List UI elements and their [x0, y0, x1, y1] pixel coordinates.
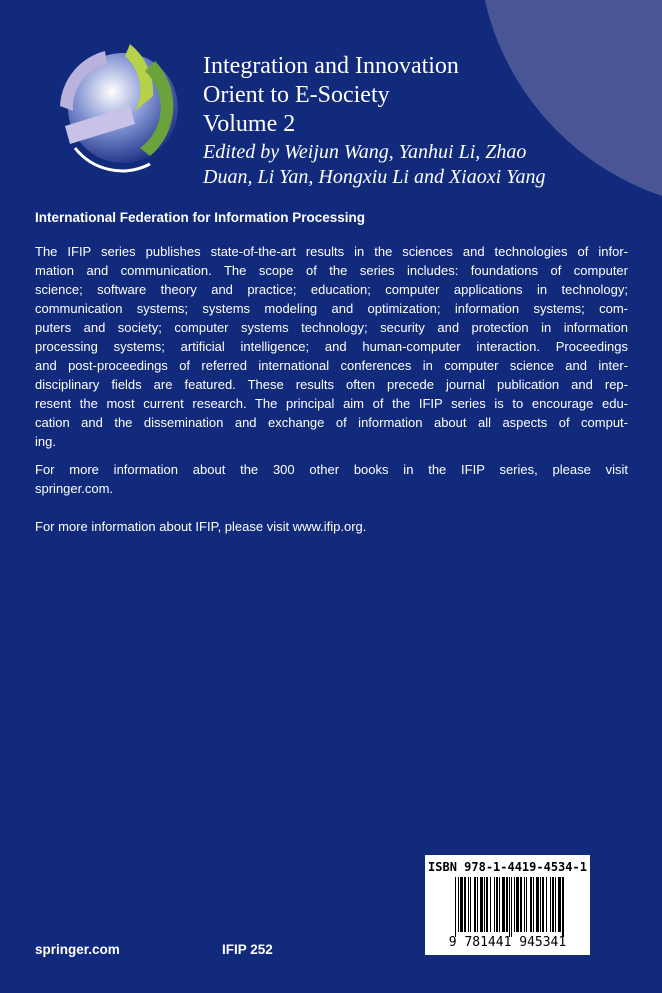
barcode-bar: [555, 877, 556, 932]
barcode-bar: [542, 877, 544, 932]
barcode-bar: [496, 877, 498, 932]
barcode-bar: [511, 877, 512, 937]
text-line: ing.: [35, 434, 56, 449]
text-line: communication systems; systems modeling and optimization; information systems; com-: [35, 301, 628, 316]
barcode-bar: [540, 877, 541, 932]
barcode-number: 9 781441 945341: [448, 935, 567, 950]
text-line: and post-proceedings of referred international conferences in computer science and inter-: [35, 358, 628, 373]
series-number: IFIP 252: [222, 942, 273, 957]
text-line: resent the most current research. The principal aim of the IFIP series is to encourage edu-: [35, 396, 628, 411]
barcode-bar: [455, 877, 456, 937]
text-line: science; software theory and practice; education; computer applications in technology;: [35, 282, 628, 297]
barcode-bar: [499, 877, 500, 932]
barcode-bar: [526, 877, 527, 932]
barcode-bar: [514, 877, 515, 932]
barcode-bar: [502, 877, 505, 932]
barcode-bar: [490, 877, 491, 932]
barcode-bar: [474, 877, 476, 932]
section-heading: International Federation for Information Processing: [35, 210, 366, 225]
barcode-bar: [550, 877, 551, 932]
barcode-bar: [460, 877, 463, 932]
barcode-bar: [480, 877, 483, 932]
barcode-bar: [530, 877, 532, 932]
barcode-bar: [470, 877, 471, 932]
text-line: cation and the dissemination and exchange of information about all aspects of comput-: [35, 415, 628, 430]
barcode-bar: [524, 877, 525, 932]
barcode-bar: [509, 877, 510, 937]
barcode-bar: [494, 877, 495, 932]
title-line: Orient to E-Society: [203, 82, 390, 108]
books-info-paragraph: [35, 460, 628, 498]
barcode-bar: [520, 877, 522, 932]
publisher-url: springer.com: [35, 942, 120, 957]
barcode-bar: [486, 877, 488, 932]
book-title: [203, 52, 459, 139]
ifip-info-paragraph: [35, 517, 628, 536]
editors: [203, 140, 545, 190]
barcode-bar: [552, 877, 554, 932]
barcode-bar: [484, 877, 485, 932]
barcode-bar: [516, 877, 519, 932]
isbn-barcode: [425, 855, 590, 955]
barcode-bars: [455, 877, 565, 937]
barcode-bar: [546, 877, 547, 932]
isbn-label: ISBN 978-1-4419-4534-1: [428, 860, 587, 874]
text-line: processing systems; artificial intelligence; and human-computer interaction. Proceedings: [35, 339, 628, 354]
barcode-bar: [477, 877, 478, 932]
text-line: springer.com.: [35, 481, 114, 496]
title-line: Volume 2: [203, 111, 296, 137]
barcode-bar: [562, 877, 564, 937]
text-line: disciplinary fields are featured. These results often precede journal publication and rep-: [35, 377, 628, 392]
barcode-bar: [536, 877, 539, 932]
title-line: Integration and Innovation: [203, 53, 459, 79]
editor-line: Duan, Li Yan, Hongxiu Li and Xiaoxi Yang: [203, 166, 546, 188]
editor-line: Edited by Weijun Wang, Yanhui Li, Zhao: [203, 141, 527, 163]
barcode-bar: [468, 877, 469, 932]
text-line: puters and society; computer systems technology; security and protection in information: [35, 320, 628, 335]
barcode-bar: [533, 877, 534, 932]
barcode-bar: [458, 877, 459, 932]
barcode-bar: [506, 877, 508, 932]
text-line: For more information about the 300 other books in the IFIP series, please visit: [35, 462, 628, 477]
description-paragraph: [35, 242, 628, 451]
text-line: mation and communication. The scope of the series includes: foundations of computer: [35, 263, 628, 278]
barcode-bar: [464, 877, 466, 932]
text-line: For more information about IFIP, please visit www.ifip.org.: [35, 519, 367, 534]
ifip-logo-icon: [55, 36, 190, 176]
text-line: The IFIP series publishes state-of-the-art results in the sciences and technologies of infor-: [35, 244, 628, 259]
barcode-bar: [558, 877, 561, 932]
